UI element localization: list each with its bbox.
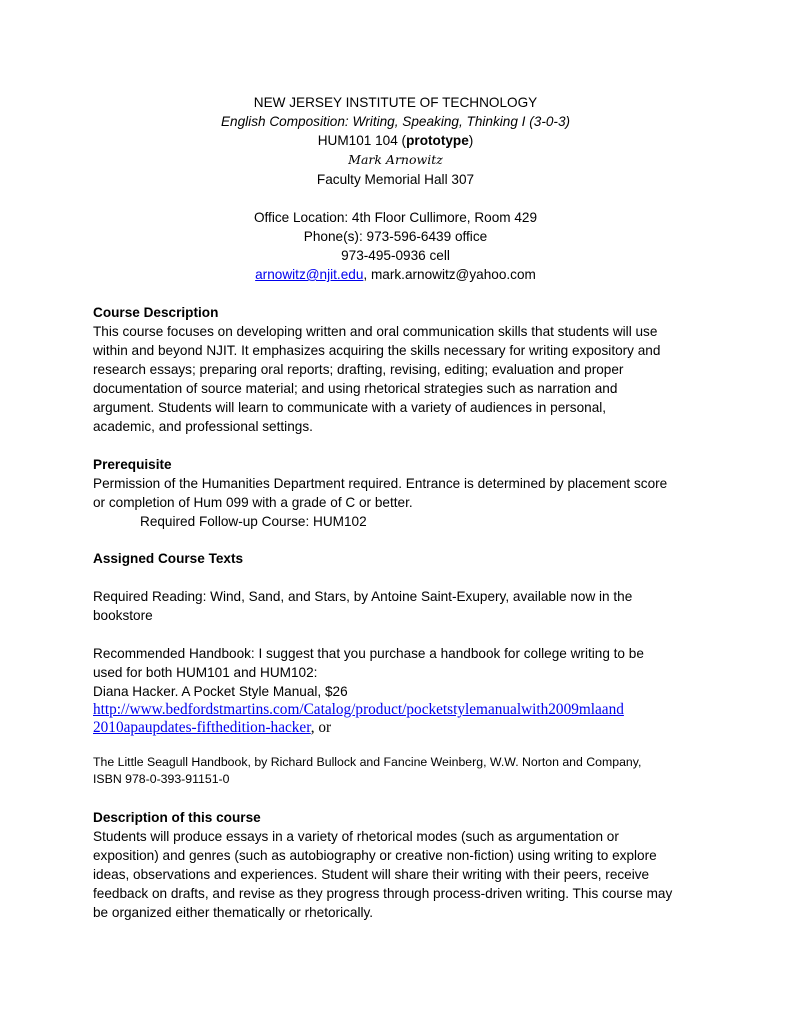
email-secondary: mark.arnowitz@yahoo.com bbox=[370, 267, 536, 282]
class-location: Faculty Memorial Hall 307 bbox=[316, 172, 475, 187]
course-code bbox=[0, 131, 791, 150]
recommended-handbook-line: Recommended Handbook: I suggest that you purchase a handbook for college writing to be bbox=[93, 646, 644, 661]
course-description-line: This course focuses on developing written and oral communication skills that students will use bbox=[93, 324, 658, 339]
followup-course: Required Follow-up Course: HUM102 bbox=[140, 514, 367, 529]
handbook-url-line2 bbox=[93, 718, 331, 737]
course-desc2-heading: Description of this course bbox=[93, 810, 261, 825]
recommended-handbook-line: used for both HUM101 and HUM102: bbox=[93, 665, 318, 680]
course-title: English Composition: Writing, Speaking, Thinking I (3-0-3) bbox=[220, 114, 571, 129]
handbook-url-line1 bbox=[93, 700, 624, 719]
email-separator: , bbox=[363, 267, 371, 282]
handbook-url-link-cont[interactable]: 2010apaupdates-fifthedition-hacker bbox=[93, 719, 311, 736]
prerequisite-line: or completion of Hum 099 with a grade of C or better. bbox=[93, 495, 413, 510]
phone-cell: 973-495-0936 cell bbox=[341, 248, 450, 263]
course-desc2-line: exposition) and genres (such as autobiography or creative non-fiction) using writing to explore bbox=[93, 848, 657, 863]
course-desc2-line: Students will produce essays in a variety of rhetorical modes (such as argumentation or bbox=[93, 829, 619, 844]
course-desc2-line: be organized either thematically or rhetorically. bbox=[93, 905, 374, 920]
seagull-handbook-line: The Little Seagull Handbook, by Richard Bullock and Fancine Weinberg, W.W. Norton and Company, bbox=[93, 755, 642, 769]
handbook-url-suffix: , or bbox=[310, 719, 332, 736]
course-description-line: within and beyond NJIT. It emphasizes acquiring the skills necessary for writing expository and bbox=[93, 343, 661, 358]
course-description-line: academic, and professional settings. bbox=[93, 419, 313, 434]
phone-office: Phone(s): 973-596-6439 office bbox=[303, 229, 488, 244]
instructor-name: Mark Arnowitz bbox=[348, 152, 443, 167]
course-desc2-line: feedback on drafts, and revise as they progress through process-driven writing. This course may bbox=[93, 886, 673, 901]
course-description-line: documentation of source material; and using rhetorical strategies such as narration and bbox=[93, 381, 618, 396]
email-primary-link[interactable]: arnowitz@njit.edu bbox=[255, 267, 364, 282]
texts-heading: Assigned Course Texts bbox=[93, 551, 244, 566]
email-line bbox=[0, 265, 791, 284]
course-code-prefix: HUM101 104 ( bbox=[317, 133, 407, 148]
prerequisite-heading: Prerequisite bbox=[93, 457, 172, 472]
course-code-suffix: ) bbox=[468, 133, 474, 148]
course-description-line: research essays; preparing oral reports; drafting, revising, editing; evaluation and proper bbox=[93, 362, 624, 377]
seagull-handbook-line: ISBN 978-0-393-91151-0 bbox=[93, 772, 230, 786]
office-location: Office Location: 4th Floor Cullimore, Room 429 bbox=[253, 210, 538, 225]
required-reading-line: bookstore bbox=[93, 608, 153, 623]
prerequisite-line: Permission of the Humanities Department required. Entrance is determined by placement score bbox=[93, 476, 668, 491]
handbook-url-link[interactable]: http://www.bedfordstmartins.com/Catalog/product/pocketstylemanualwith2009mlaand bbox=[93, 701, 624, 718]
course-description-line: argument. Students will learn to communicate with a variety of audiences in personal, bbox=[93, 400, 607, 415]
institution-name: NEW JERSEY INSTITUTE OF TECHNOLOGY bbox=[253, 95, 538, 110]
required-reading-line: Required Reading: Wind, Sand, and Stars, by Antoine Saint-Exupery, available now in the bbox=[93, 589, 633, 604]
course-description-heading: Course Description bbox=[93, 305, 219, 320]
course-code-bold: prototype bbox=[406, 133, 469, 148]
course-desc2-line: ideas, observations and experiences. Student will share their writing with their peers, receive bbox=[93, 867, 650, 882]
recommended-handbook-line: Diana Hacker. A Pocket Style Manual, $26 bbox=[93, 684, 348, 699]
